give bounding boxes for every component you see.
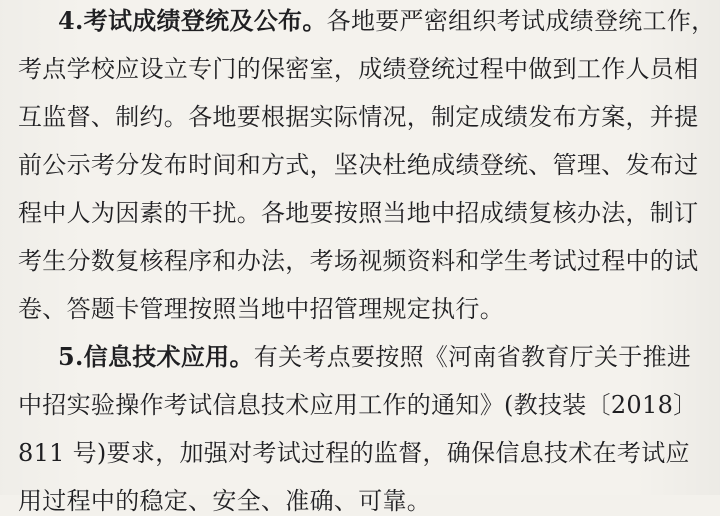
section-4-first-line: [58, 6, 720, 36]
section-4-line-4: 前公示考分发布时间和方式，坚决杜绝成绩登统、管理、发布过: [18, 151, 699, 179]
section-4-line-5: 程中人为因素的干扰。各地要按照当地中招成绩复核办法，制订: [18, 199, 699, 227]
section-5-line-4: 用过程中的稳定、安全、准确、可靠。: [18, 487, 432, 515]
section-4-line-3: 互监督、制约。各地要根据实际情况，制定成绩发布方案，并提: [18, 103, 699, 131]
section-5-line-1-text: 有关考点要按照《河南省教育厅关于推进: [253, 343, 692, 371]
section-4-line-2: 考点学校应设立专门的保密室，成绩登统过程中做到工作人员相: [18, 55, 699, 83]
section-4-line-6: 考生分数复核程序和办法，考场视频资料和学生考试过程中的试: [18, 247, 699, 275]
section-4-line-1-text: 各地要严密组织考试成绩登统工作，: [326, 7, 716, 35]
section-4-line-7: 卷、答题卡管理按照当地中招管理规定执行。: [18, 295, 504, 323]
section-5-first-line: [58, 342, 720, 372]
section-5-line-2: 中招实验操作考试信息技术应用工作的通知》(教技装〔2018〕: [18, 391, 698, 419]
section-5-heading: 5.信息技术应用。: [58, 342, 254, 371]
section-4-heading: 4.考试成绩登统及公布。: [58, 6, 327, 35]
section-5-line-3: 811 号)要求，加强对考试过程的监督，确保信息技术在考试应: [18, 439, 690, 467]
